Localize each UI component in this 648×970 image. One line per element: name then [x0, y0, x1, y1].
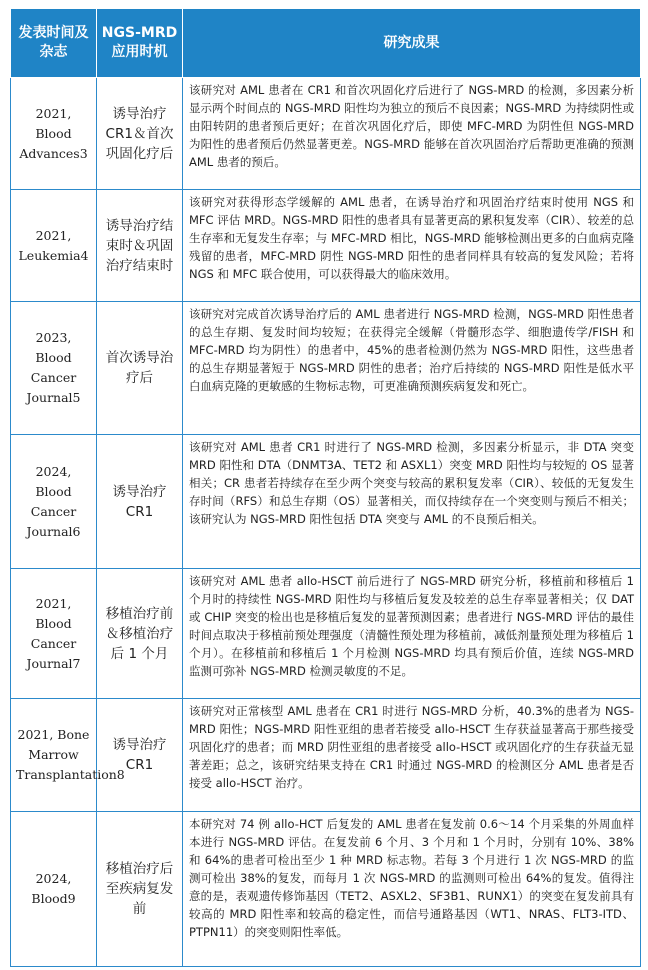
- table-row: [11, 302, 641, 435]
- finding-cell: 该研究对完成首次诱导治疗后的 AML 患者进行 NGS-MRD 检测，NGS-MRD 阳性患者的总生存期、复发时间均较短；在获得完全缓解（骨髓形态学、细胞遗传学/FISH 和 MFC-MRD 均为阴性）的患者中，45%的患者检测仍然为 NGS-MRD 阳性，这些患者的总生存期显著短于 NGS-MRD 阴性的患者；治疗后持续的 NGS-MRD 阳性是低水平白血病克隆的更敏感的生物标志物，可更准确预测疾病复发和死亡。: [183, 302, 641, 435]
- finding-cell: 本研究对 74 例 allo-HCT 后复发的 AML 患者在复发前 0.6～14 个月采集的外周血样本进行 NGS-MRD 评估。在复发前 6 个月、3 个月和 1 个月时，分别有 10%、38%和 64%的患者可检出至少 1 种 MRD 标志物。若每 3 个月进行 1 次 NGS-MRD 的监测可检出 38%的复发，而每月 1 次 NGS-MRD 的监测则可检出 64%的复发。值得注意的是，表观遗传修饰基因（TET2、ASXL2、SF3B1、RUNX1）的突变在复发前具有较高的 MRD 阳性率和较高的稳定性，而信号通路基因（WT1、NRAS、FLT3-ITD、PTPN11）的突变则阳性率低。: [183, 812, 641, 967]
- journal-cell: 2024, Blood Cancer Journal6: [11, 435, 97, 569]
- table-row: [11, 78, 641, 190]
- header-timing: NGS-MRD应用时机: [97, 9, 183, 78]
- table-row: [11, 569, 641, 699]
- timing-cell: 诱导治疗CR1: [97, 435, 183, 569]
- finding-cell: 该研究对正常核型 AML 患者在 CR1 时进行 NGS-MRD 分析，40.3%的患者为 NGS-MRD 阳性；NGS-MRD 阳性亚组的患者若接受 allo-HSCT 生存获益显著高于那些接受巩固化疗的患者；而 MRD 阴性亚组的患者接受 allo-HSCT 或巩固化疗的生存获益无显著差距；总之，该研究结果支持在 CR1 时通过 NGS-MRD 的检测区分 AML 患者是否接受 allo-HSCT 治疗。: [183, 699, 641, 812]
- journal-cell: 2021, Blood Cancer Journal7: [11, 569, 97, 699]
- timing-cell: 首次诱导治疗后: [97, 302, 183, 435]
- journal-cell: 2021, Blood Advances3: [11, 78, 97, 190]
- timing-cell: 诱导治疗CR1: [97, 699, 183, 812]
- header-journal: 发表时间及杂志: [11, 9, 97, 78]
- table-row: [11, 812, 641, 967]
- journal-cell: 2024, Blood9: [11, 812, 97, 967]
- timing-cell: 移植治疗后至疾病复发前: [97, 812, 183, 967]
- table-row: [11, 435, 641, 569]
- journal-cell: 2021, Leukemia4: [11, 190, 97, 302]
- journal-cell: 2023, Blood Cancer Journal5: [11, 302, 97, 435]
- table-row: [11, 190, 641, 302]
- finding-cell: 该研究对 AML 患者在 CR1 和首次巩固化疗后进行了 NGS-MRD 的检测，多因素分析显示两个时间点的 NGS-MRD 阳性均为独立的预后不良因素；NGS-MRD 为持续阴性或由阳转阴的患者预后更好；在首次巩固化疗后，即使 MFC-MRD 为阴性但 NGS-MRD 为阳性的患者预后仍然显著更差。NGS-MRD 能够在首次巩固治疗后帮助更准确的预测 AML 患者的预后。: [183, 78, 641, 190]
- timing-cell: 诱导治疗结束时＆巩固治疗结束时: [97, 190, 183, 302]
- ngs-mrd-study-table: [10, 8, 641, 967]
- timing-cell: 诱导治疗CR1＆首次巩固化疗后: [97, 78, 183, 190]
- header-row: [11, 9, 641, 78]
- study-table-container: [10, 8, 640, 967]
- timing-cell: 移植治疗前＆移植治疗后 1 个月: [97, 569, 183, 699]
- finding-cell: 该研究对 AML 患者 CR1 时进行了 NGS-MRD 检测，多因素分析显示，非 DTA 突变 MRD 阳性和 DTA（DNMT3A、TET2 和 ASXL1）突变 MRD 阳性均与较短的 OS 显著相关；CR 患者若持续存在至少两个突变与较高的累积复发率（CIR）、较低的无复发生存时间（RFS）和总生存期（OS）显著相关，而仅持续存在一个突变则与预后不相关；该研究认为 NGS-MRD 阳性包括 DTA 突变与 AML 的不良预后相关。: [183, 435, 641, 569]
- journal-cell: 2021, Bone Marrow Transplantation8: [11, 699, 97, 812]
- finding-cell: 该研究对 AML 患者 allo-HSCT 前后进行了 NGS-MRD 研究分析，移植前和移植后 1 个月时的持续性 NGS-MRD 阳性均与移植后复发及较差的总生存率显著相关；仅 DAT 或 CHIP 突变的检出也是移植后复发的显著预测因素；患者进行 NGS-MRD 评估的最佳时间点取决于移植前预处理强度（清髓性预处理为移植前，减低剂量预处理为移植后 1 个月）。在移植前和移植后 1 个月检测 NGS-MRD 均具有预后价值，连续 NGS-MRD 监测可弥补 NGS-MRD 检测灵敏度的不足。: [183, 569, 641, 699]
- header-findings: 研究成果: [183, 9, 641, 78]
- table-row: [11, 699, 641, 812]
- finding-cell: 该研究对获得形态学缓解的 AML 患者，在诱导治疗和巩固治疗结束时使用 NGS 和 MFC 评估 MRD。NGS-MRD 阳性的患者具有显著更高的累积复发率（CIR）、较差的总生存率和无复发生存率；与 MFC-MRD 相比，NGS-MRD 能够检测出更多的白血病克隆残留的患者，MFC-MRD 阴性 NGS-MRD 阳性的患者同样具有较高的复发风险；若将 NGS 和 MFC 联合使用，可以获得最大的临床效用。: [183, 190, 641, 302]
